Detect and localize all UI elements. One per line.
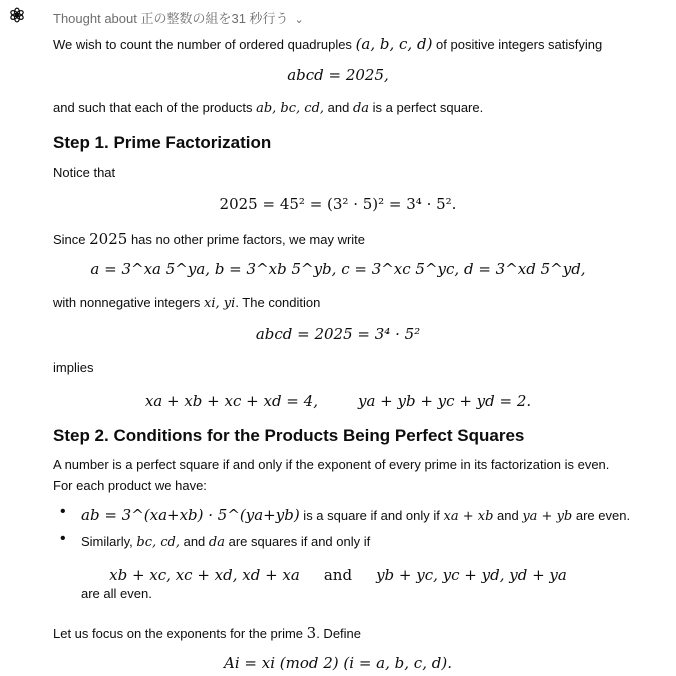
focus-paragraph: Let us focus on the exponents for the prime 3. Define [53, 624, 362, 642]
variables-equation: a = 3^xa 5^ya, b = 3^xb 5^yb, c = 3^xc 5^yc, d = 3^xd 5^yd, [90, 260, 586, 278]
bullet-dot: • [60, 530, 66, 547]
implies-text: implies [53, 360, 94, 375]
chatgpt-logo-icon [8, 6, 26, 24]
define-equation: Ai = xi (mod 2) (i = a, b, c, d). [224, 654, 452, 672]
notice-text: Notice that [53, 165, 116, 180]
for-each-product-line: For each product we have: [53, 478, 207, 493]
condition-equation: abcd = 2025 = 3⁴ · 5² [255, 325, 421, 343]
factorization-equation: 2025 = 45² = (3² · 5)² = 3⁴ · 5². [219, 195, 457, 213]
bullet-dot: • [60, 503, 66, 520]
bullet-1: ab = 3^(xa+xb) · 5^(ya+yb) is a square if and only if xa + xb and ya + yb are even. [81, 506, 631, 524]
square-definition-line: A number is a perfect square if and only if the exponent of every prime in its factorization is even. [53, 457, 610, 472]
intro-paragraph: We wish to count the number of ordered quadruples (a, b, c, d) of positive integers satisfying [53, 35, 603, 53]
all-even-text: are all even. [81, 586, 152, 601]
parity-display-equation: xb + xc, xc + xd, xd + xa and yb + yc, yc + yd, yd + ya [109, 566, 567, 584]
products-paragraph: and such that each of the products ab, bc, cd, and da is a perfect square. [53, 100, 484, 116]
main-equation: abcd = 2025, [287, 66, 389, 84]
thought-label: Thought about 正の整数の組を31 秒行う [53, 11, 289, 26]
chevron-down-icon: ⌄ [294, 14, 304, 26]
bullet-2: Similarly, bc, cd, and da are squares if and only if [81, 534, 371, 550]
step1-heading: Step 1. Prime Factorization [53, 133, 272, 152]
since-paragraph: Since 2025 has no other prime factors, we may write [53, 230, 366, 248]
with-paragraph: with nonnegative integers xi, yi. The condition [53, 295, 321, 311]
thought-toggle[interactable] [53, 8, 304, 27]
quadruple-math: (a, b, c, d) [355, 35, 433, 53]
step2-heading: Step 2. Conditions for the Products Being Perfect Squares [53, 426, 525, 445]
sum-equations: xa + xb + xc + xd = 4, ya + yb + yc + yd = 2. [144, 392, 532, 410]
